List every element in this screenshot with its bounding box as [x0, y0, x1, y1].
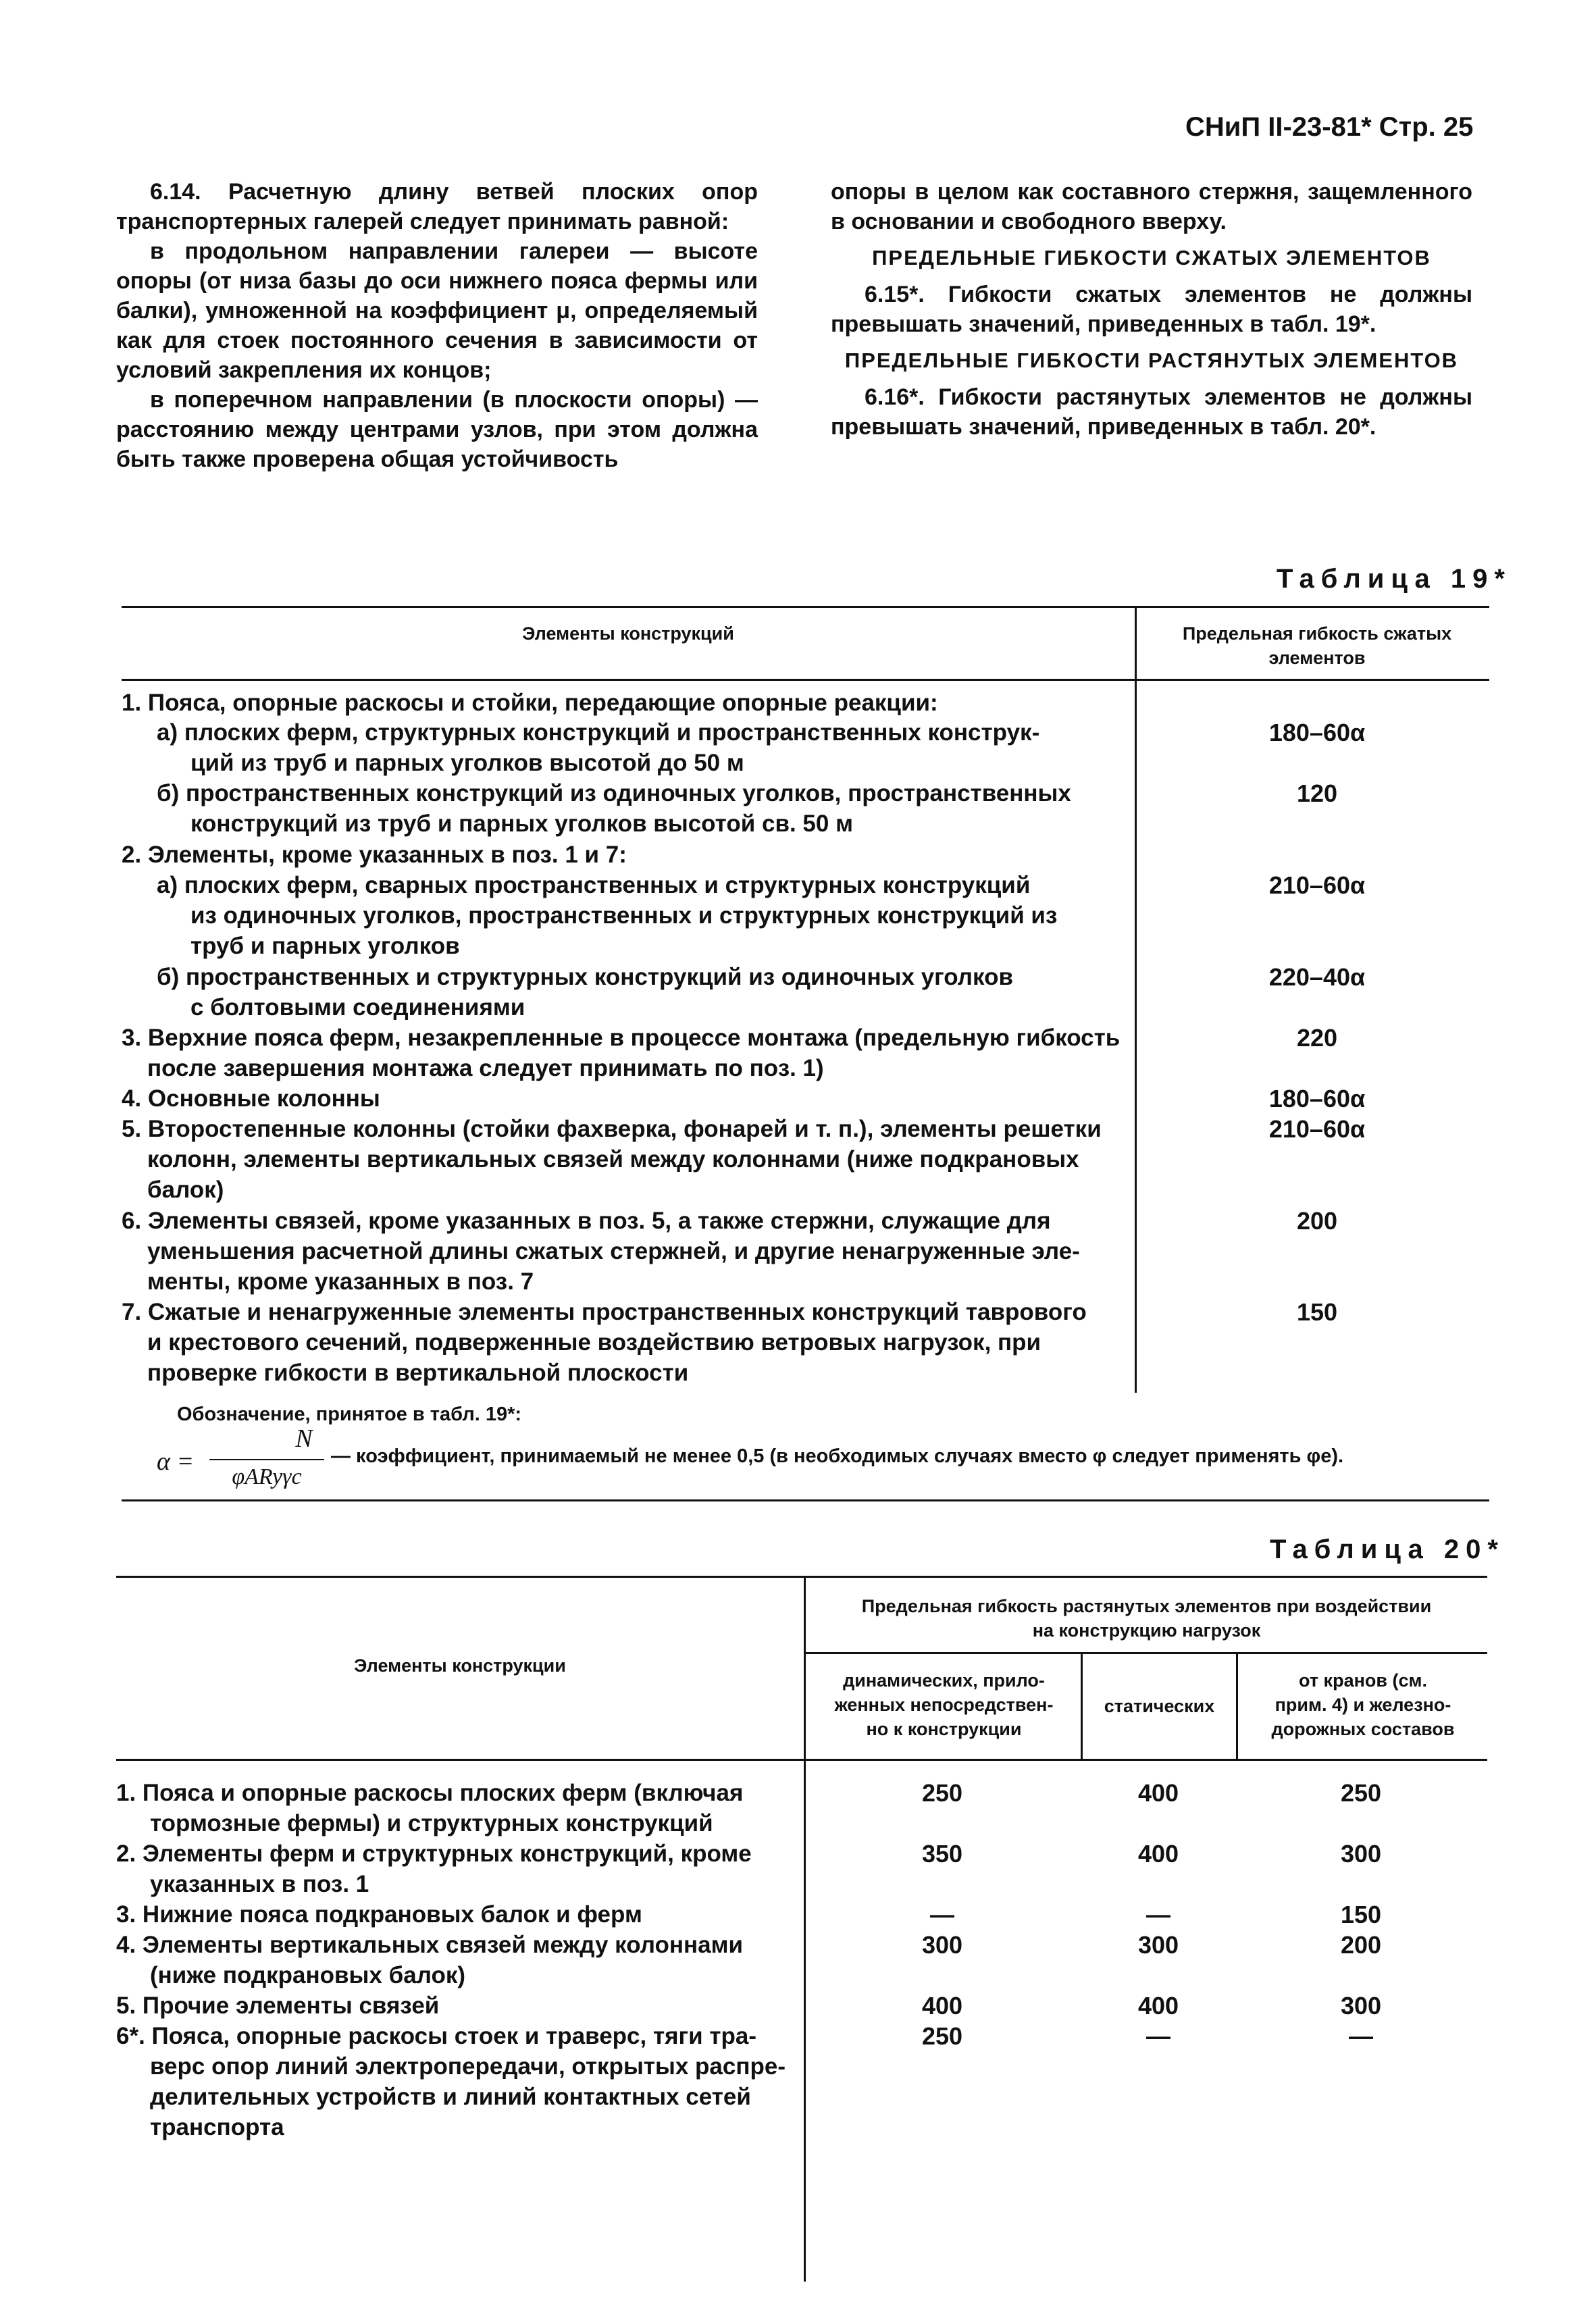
table20-value-static: —	[1146, 1901, 1170, 1928]
table20-top-rule	[116, 1576, 1487, 1578]
table20-value-cranes: 300	[1340, 1840, 1382, 1868]
table19-top-rule	[122, 606, 1489, 608]
table19-row-text: труб и парных уголков	[190, 933, 460, 959]
table20-row-text: указанных в поз. 1	[150, 1871, 369, 1897]
table19-row-text: 6. Элементы связей, кроме указанных в поз. 5, а также стержни, служащие для	[122, 1208, 1051, 1234]
table19-row-text: конструкций из труб и парных уголков высотой св. 50 м	[190, 811, 853, 837]
table20-row-text: 1. Пояса и опорные раскосы плоских ферм (включая	[116, 1780, 744, 1806]
table20-header-cranes	[1238, 1668, 1488, 1741]
table19-row-text: после завершения монтажа следует принимать по поз. 1)	[147, 1055, 824, 1081]
right-column	[831, 177, 1472, 442]
table20-row-text: 5. Прочие элементы связей	[116, 1992, 440, 2019]
table19-value: 220–40α	[1268, 963, 1366, 991]
paragraph-6-16: 6.16*. Гибкости растянутых элементов не должны превышать значений, приведенных в табл. 20*.	[831, 384, 1472, 440]
table20-value-cranes: 200	[1340, 1931, 1382, 1959]
table20-header-static: статических	[1104, 1696, 1215, 1716]
table20-row-text: тормозные фермы) и структурных конструкций	[150, 1810, 713, 1836]
table20-row-text: транспорта	[150, 2114, 284, 2140]
table20-value-cranes: 150	[1340, 1901, 1382, 1928]
table20-value-dynamic: 250	[921, 1779, 963, 1807]
table20-header-rule	[116, 1759, 1487, 1761]
table20-row	[116, 1930, 792, 1990]
table20-value-static: 400	[1137, 1840, 1179, 1868]
table20-value-dynamic: 300	[921, 1931, 963, 1959]
table20-value-static: 400	[1137, 1992, 1179, 2020]
heading-tensile: ПРЕДЕЛЬНЫЕ ГИБКОСТИ РАСТЯНУТЫХ ЭЛЕМЕНТОВ	[844, 349, 1459, 372]
paragraph-transverse: в поперечном направлении (в плоскости опоры) — расстоянию между центрами узлов, при этом должна быть также проверена общая устойчивость	[116, 387, 758, 472]
table19-row	[157, 962, 1116, 1023]
table20-row-text: 3. Нижние пояса подкрановых балок и ферм	[116, 1901, 642, 1928]
table19-row-text: из одиночных уголков, пространственных и структурных конструкций из	[190, 902, 1058, 929]
table19-row-text: ций из труб и парных уголков высотой до 50 м	[190, 750, 744, 776]
table19-row-text: с болтовыми соединениями	[190, 994, 525, 1021]
table19-row-text: б) пространственных конструкций из одиночных уголков, пространственных	[157, 780, 1071, 806]
heading-compressed: ПРЕДЕЛЬНЫЕ ГИБКОСТИ СЖАТЫХ ЭЛЕМЕНТОВ	[872, 246, 1431, 269]
table20-row	[116, 1899, 792, 1930]
table19-row-text: балок)	[147, 1177, 224, 1203]
table20-header-elements: Элементы конструкции	[354, 1655, 566, 1676]
table19-row	[122, 1083, 1135, 1114]
paragraph-6-14: 6.14. Расчетную длину ветвей плоских опор транспортерных галерей следует принимать равной:	[116, 179, 758, 234]
table20-divider-main	[804, 1576, 806, 2282]
table19-value: 200	[1296, 1207, 1338, 1235]
table19-row	[122, 1297, 1135, 1388]
table19-value: 210–60α	[1268, 871, 1366, 899]
table19-row-text: а) плоских ферм, структурных конструкций и пространственных конструк-	[157, 719, 1040, 746]
table19-row-text: менты, кроме указанных в поз. 7	[147, 1268, 534, 1295]
paragraph-continuation: опоры в целом как составного стержня, защемленного в основании и свободного вверху.	[831, 179, 1472, 234]
paragraph-6-15: 6.15*. Гибкости сжатых элементов не должны превышать значений, приведенных в табл. 19*.	[831, 282, 1472, 337]
table19-row-text: колонн, элементы вертикальных связей между колоннами (ниже подкрановых	[147, 1146, 1079, 1173]
table20-row-text: (ниже подкрановых балок)	[150, 1962, 466, 1988]
alpha-formula-denominator: φARyγc	[232, 1464, 302, 1489]
table20-value-dynamic: 250	[921, 2022, 963, 2050]
alpha-formula-lhs: α =	[157, 1447, 195, 1476]
left-column	[116, 177, 758, 474]
table20-value-static: —	[1146, 2022, 1170, 2050]
table19-row-text: уменьшения расчетной длины сжатых стержней, и другие ненагруженные эле-	[147, 1238, 1080, 1264]
table20-row-text: 4. Элементы вертикальных связей между колоннами	[116, 1932, 744, 1958]
table19-row	[122, 1023, 1135, 1083]
table19-header-slenderness	[1141, 621, 1493, 670]
table20-value-dynamic: —	[930, 1901, 954, 1928]
table19-column-divider	[1135, 606, 1137, 1393]
alpha-formula-fraction-bar	[209, 1459, 324, 1460]
table19-value: 120	[1296, 779, 1338, 807]
alpha-formula-numerator: N	[295, 1424, 313, 1453]
table20-row-text: 6*. Пояса, опорные раскосы стоек и траверс, тяги тра-	[116, 2023, 756, 2049]
table19-caption: Таблица 19*	[1277, 564, 1512, 594]
table20-header-cranes-line2: прим. 4) и железно-	[1275, 1695, 1451, 1715]
table19-row	[122, 840, 1135, 870]
table20-header-cranes-line1: от кранов (см.	[1299, 1670, 1427, 1691]
table20-header-group-line2: на конструкцию нагрузок	[1032, 1620, 1261, 1641]
table20-value-dynamic: 400	[921, 1992, 963, 2020]
table20-value-cranes: 300	[1340, 1992, 1382, 2020]
table19-value: 180–60α	[1268, 1085, 1366, 1112]
table19-note-title: Обозначение, принятое в табл. 19*:	[177, 1404, 522, 1425]
table19-row-text: 3. Верхние пояса ферм, незакрепленные в процессе монтажа (предельную гибкость	[122, 1025, 1121, 1051]
table19-header-slenderness-line2: элементов	[1268, 648, 1366, 668]
table19-row	[157, 778, 1116, 839]
table20-row-text: верс опор линий электропередачи, открытых распре-	[150, 2053, 786, 2080]
table19-row-text: а) плоских ферм, сварных пространственных и структурных конструкций	[157, 872, 1031, 898]
table19-row	[157, 717, 1116, 778]
table20-row	[116, 1990, 792, 2021]
paragraph-longitudinal: в продольном направлении галереи — высоте опоры (от низа базы до оси нижнего пояса фермы или балки), умноженной на коэффициент μ, определяемый как для стоек постоянного сечения в зависимости от условий закрепления их концов;	[116, 238, 758, 383]
table20-value-static: 400	[1137, 1779, 1179, 1807]
table20-header-dynamic-line1: динамических, прило-	[843, 1670, 1045, 1691]
table20-caption: Таблица 20*	[1270, 1535, 1505, 1564]
table19-row-text: 2. Элементы, кроме указанных в поз. 1 и 7:	[122, 842, 627, 868]
table20-header-dynamic	[807, 1668, 1081, 1741]
alpha-formula-description: — коэффициент, принимаемый не менее 0,5 (в необходимых случаях вместо φ следует применять φe).	[331, 1445, 1344, 1467]
table20-value-cranes: 250	[1340, 1779, 1382, 1807]
table20-header-cranes-line3: дорожных составов	[1271, 1719, 1455, 1739]
table20-header-group-line1: Предельная гибкость растянутых элементов при воздействии	[861, 1596, 1432, 1616]
table19-row-text: 4. Основные колонны	[122, 1085, 380, 1112]
table20-row	[116, 1839, 792, 1899]
table19-row-text: 5. Второстепенные колонны (стойки фахверка, фонарей и т. п.), элементы решетки	[122, 1116, 1102, 1142]
table19-value: 180–60α	[1268, 719, 1366, 746]
table20-header-dynamic-line2: женных непосредствен-	[834, 1695, 1054, 1715]
table19-row-text: 1. Пояса, опорные раскосы и стойки, передающие опорные реакции:	[122, 690, 938, 716]
table19-row	[122, 1114, 1135, 1205]
table20-value-cranes: —	[1349, 2022, 1373, 2050]
table19-row-text: проверке гибкости в вертикальной плоскости	[147, 1360, 689, 1386]
table19-row-text: и крестового сечений, подверженные воздействию ветровых нагрузок, при	[147, 1329, 1041, 1356]
table19-header-elements: Элементы конструкций	[522, 623, 734, 644]
table20-row-text: 2. Элементы ферм и структурных конструкций, кроме	[116, 1841, 752, 1867]
table19-row	[122, 688, 1135, 718]
table19-row-text: 7. Сжатые и ненагруженные элементы пространственных конструкций таврового	[122, 1299, 1087, 1325]
table20-value-static: 300	[1137, 1931, 1179, 1959]
table20-row	[116, 2021, 792, 2142]
table19-bottom-rule	[122, 1499, 1489, 1501]
table20-value-dynamic: 350	[921, 1840, 963, 1868]
table20-header-group	[807, 1594, 1486, 1643]
table19-header-rule	[122, 679, 1489, 681]
table20-row-text: делительных устройств и линий контактных сетей	[150, 2084, 751, 2110]
table20-header-dynamic-line3: но к конструкции	[866, 1719, 1022, 1739]
table19-value: 220	[1296, 1024, 1338, 1052]
table20-group-rule	[804, 1652, 1487, 1654]
table19-value: 150	[1296, 1298, 1338, 1326]
table19-row	[122, 1206, 1135, 1297]
page-header: СНиП II-23-81* Стр. 25	[1185, 112, 1474, 142]
table19-header-slenderness-line1: Предельная гибкость сжатых	[1182, 623, 1452, 644]
table19-row	[157, 870, 1116, 961]
table19-value: 210–60α	[1268, 1115, 1366, 1143]
table20-row	[116, 1778, 792, 1839]
table19-row-text: б) пространственных и структурных конструкций из одиночных уголков	[157, 964, 1013, 990]
